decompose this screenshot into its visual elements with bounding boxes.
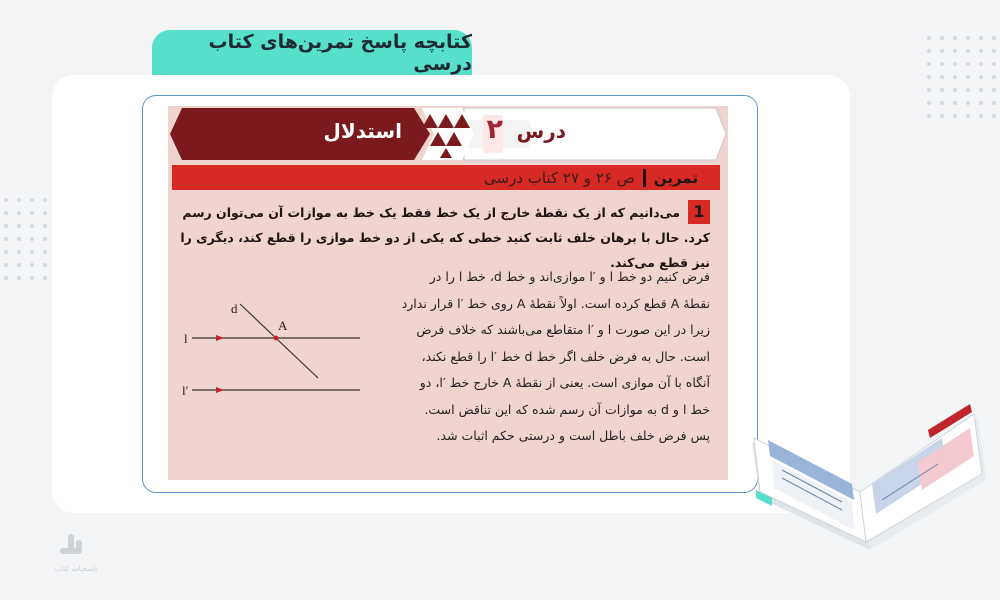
solution-line: خط l و d به موازات آن رسم شده که این تناقض است. <box>424 401 710 417</box>
solution-line: زیرا در این صورت l و ′l متقاطع می‌باشند که خلاف فرض <box>416 322 710 337</box>
solution-line: فرض کنیم دو خط l و ′l موازی‌اند و خط d، خط l را در <box>429 269 710 284</box>
solution-text <box>360 264 710 450</box>
lesson-title: استدلال <box>323 119 402 143</box>
textbook-page <box>168 106 728 480</box>
arrow-marker-l-prime <box>216 387 224 393</box>
page-title: کتابچه پاسخ تمرین‌های کتاب درسی <box>208 30 472 75</box>
open-book-image <box>742 380 992 556</box>
decorative-dots-left <box>4 198 47 280</box>
parallel-lines-figure <box>178 292 368 402</box>
page-header-badge <box>152 30 472 75</box>
label-l-prime: l′ <box>182 383 189 398</box>
problem-number: 1 <box>688 200 710 224</box>
exercise-bar <box>172 165 720 190</box>
exercise-label: تمرین <box>653 168 698 187</box>
lesson-banner <box>168 106 728 162</box>
solution-line: نقطهٔ A قطع کرده است. اولاً نقطهٔ A روی خط ′l قرار ندارد <box>401 295 710 311</box>
brand-name: پاسخنامه کتاب <box>54 565 98 573</box>
solution-line: آنگاه با آن موازی است. یعنی از نقطهٔ A خارج خط ′l، دو <box>419 375 710 390</box>
label-a: A <box>278 318 288 333</box>
line-d <box>240 304 318 378</box>
decorative-dots-top-right <box>927 36 996 118</box>
solution-line: است. حال به فرض خلف اگر خط d خط ′l را قطع نکند، <box>421 348 710 364</box>
lesson-number: ۲ <box>486 114 503 145</box>
problem-text: می‌دانیم که از یک نقطهٔ خارج از یک خط فقط یک خط به موازات آن می‌توان رسم کرد. حال با برهان خلف ثابت کنید خطی که یکی از دو خط موازی را قطع کند، دیگری را نیز قطع می‌کند. <box>180 205 710 270</box>
label-l: l <box>184 331 188 346</box>
label-d: d <box>231 301 238 316</box>
arrow-marker-l <box>216 335 224 341</box>
exercise-separator <box>643 169 646 187</box>
solution-line: پس فرض خلف باطل است و درستی حکم اثبات شد. <box>436 428 710 443</box>
lesson-word: درس <box>516 119 566 143</box>
point-a <box>274 336 279 341</box>
exercise-reference: ص ۲۶ و ۲۷ کتاب درسی <box>484 168 635 187</box>
